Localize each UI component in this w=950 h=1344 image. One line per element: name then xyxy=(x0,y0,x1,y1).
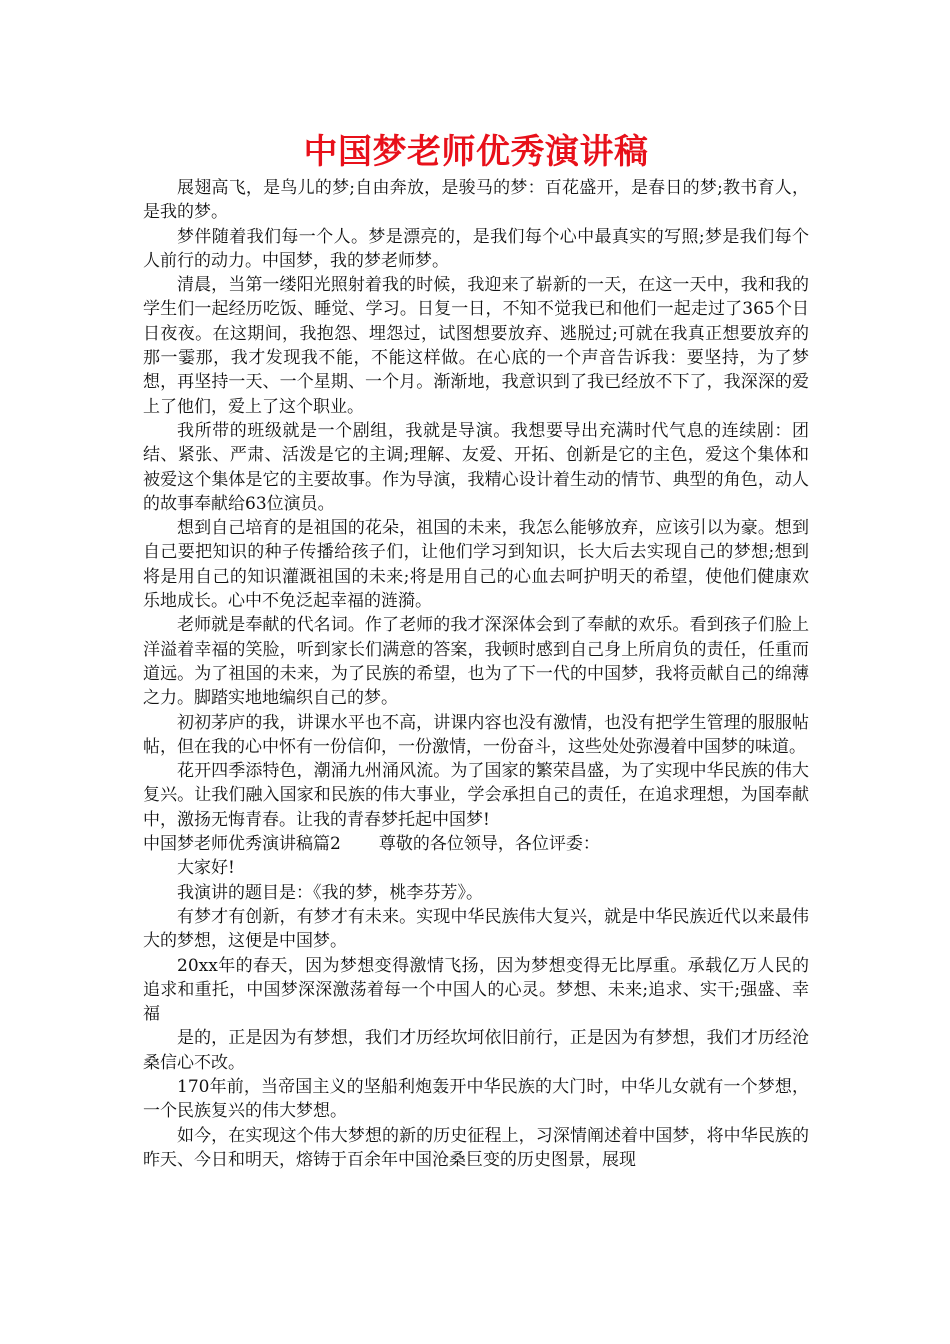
paragraph: 20xx年的春天，因为梦想变得激情飞扬，因为梦想变得无比厚重。承载亿万人民的追求和重托，中国梦深深激荡着每一个中国人的心灵。梦想、未来;追求、实干;强盛、幸福 xyxy=(143,955,809,1025)
paragraph: 老师就是奉献的代名词。作了老师的我才深深体会到了奉献的欢乐。看到孩子们脸上洋溢着幸福的笑脸，听到家长们满意的答案，我顿时感到自己身上所肩负的责任，任重而道远。为了祖国的未来，为了民族的希望，也为了下一代的中国梦，我将贡献自己的绵薄之力。脚踏实地地编织自己的梦。 xyxy=(143,615,809,709)
section-heading: 中国梦老师优秀演讲稿篇2 xyxy=(143,834,341,855)
paragraph: 有梦才有创新，有梦才有未来。实现中华民族伟大复兴，就是中华民族近代以来最伟大的梦想，这便是中国梦。 xyxy=(143,906,809,952)
section-intro: 尊敬的各位领导，各位评委： xyxy=(378,834,600,855)
paragraph: 我演讲的题目是：《我的梦，桃李芬芳》。 xyxy=(177,882,483,903)
paragraph: 花开四季添特色，潮涌九州涌风流。为了国家的繁荣昌盛，为了实现中华民族的伟大复兴。让我们融入国家和民族的伟大事业，学会承担自己的责任，在追求理想，为国奉献中，激扬无悔青春。让我的青春梦托起中国梦! xyxy=(143,761,809,830)
paragraph: 是的，正是因为有梦想，我们才历经坎坷依旧前行，正是因为有梦想，我们才历经沧桑信心不改。 xyxy=(143,1028,809,1073)
paragraph: 大家好! xyxy=(177,858,235,879)
section-heading-line xyxy=(143,832,809,856)
paragraph: 想到自己培育的是祖国的花朵，祖国的未来，我怎么能够放弃，应该引以为豪。想到自己要把知识的种子传播给孩子们，让他们学习到知识，长大后去实现自己的梦想;想到将是用自己的知识灌溉祖国的未来;将是用自己的心血去呵护明天的希望，使他们健康欢乐地成长。心中不免泛起幸福的涟漪。 xyxy=(143,518,809,612)
paragraph: 梦伴随着我们每一个人。梦是漂亮的，是我们每个心中最真实的写照;梦是我们每个人前行的动力。中国梦，我的梦老师梦。 xyxy=(143,226,809,271)
paragraph: 展翅高飞，是鸟儿的梦;自由奔放，是骏马的梦：百花盛开，是春日的梦;教书育人，是我的梦。 xyxy=(143,178,809,223)
paragraph: 初初茅庐的我，讲课水平也不高，讲课内容也没有激情，也没有把学生管理的服服帖帖，但在我的心中怀有一份信仰，一份激情，一份奋斗，这些处处弥漫着中国梦的味道。 xyxy=(143,712,809,757)
paragraph: 如今，在实现这个伟大梦想的新的历史征程上，习深情阐述着中国梦，将中华民族的昨天、今日和明天，熔铸于百余年中国沧桑巨变的历史图景，展现 xyxy=(143,1125,809,1170)
document-page xyxy=(143,0,809,1344)
paragraph: 清晨，当第一缕阳光照射着我的时候，我迎来了崭新的一天，在这一天中，我和我的学生们一起经历吃饭、睡觉、学习。日复一日，不知不觉我已和他们一起走过了365个日日夜夜。在这期间，我抱怨、埋怨过，试图想要放弃、逃脱过;可就在我真正想要放弃的那一霎那，我才发现我不能，不能这样做。在心底的一个声音告诉我：要坚持，为了梦想，再坚持一天、一个星期、一个月。渐渐地，我意识到了我已经放不下了，我深深的爱上了他们，爱上了这个职业。 xyxy=(143,275,809,417)
document-title: 中国梦老师优秀演讲稿 xyxy=(303,132,649,172)
paragraph: 我所带的班级就是一个剧组，我就是导演。我想要导出充满时代气息的连续剧：团结、紧张、严肃、活泼是它的主调;理解、友爱、开拓、创新是它的主色，爱这个集体和被爱这个集体是它的主要故事。作为导演，我精心设计着生动的情节、典型的角色，动人的故事奉献给63位演员。 xyxy=(143,420,809,514)
document-body xyxy=(143,176,809,1172)
paragraph: 170年前，当帝国主义的坚船利炮轰开中华民族的大门时，中华儿女就有一个梦想，一个民族复兴的伟大梦想。 xyxy=(143,1076,809,1122)
